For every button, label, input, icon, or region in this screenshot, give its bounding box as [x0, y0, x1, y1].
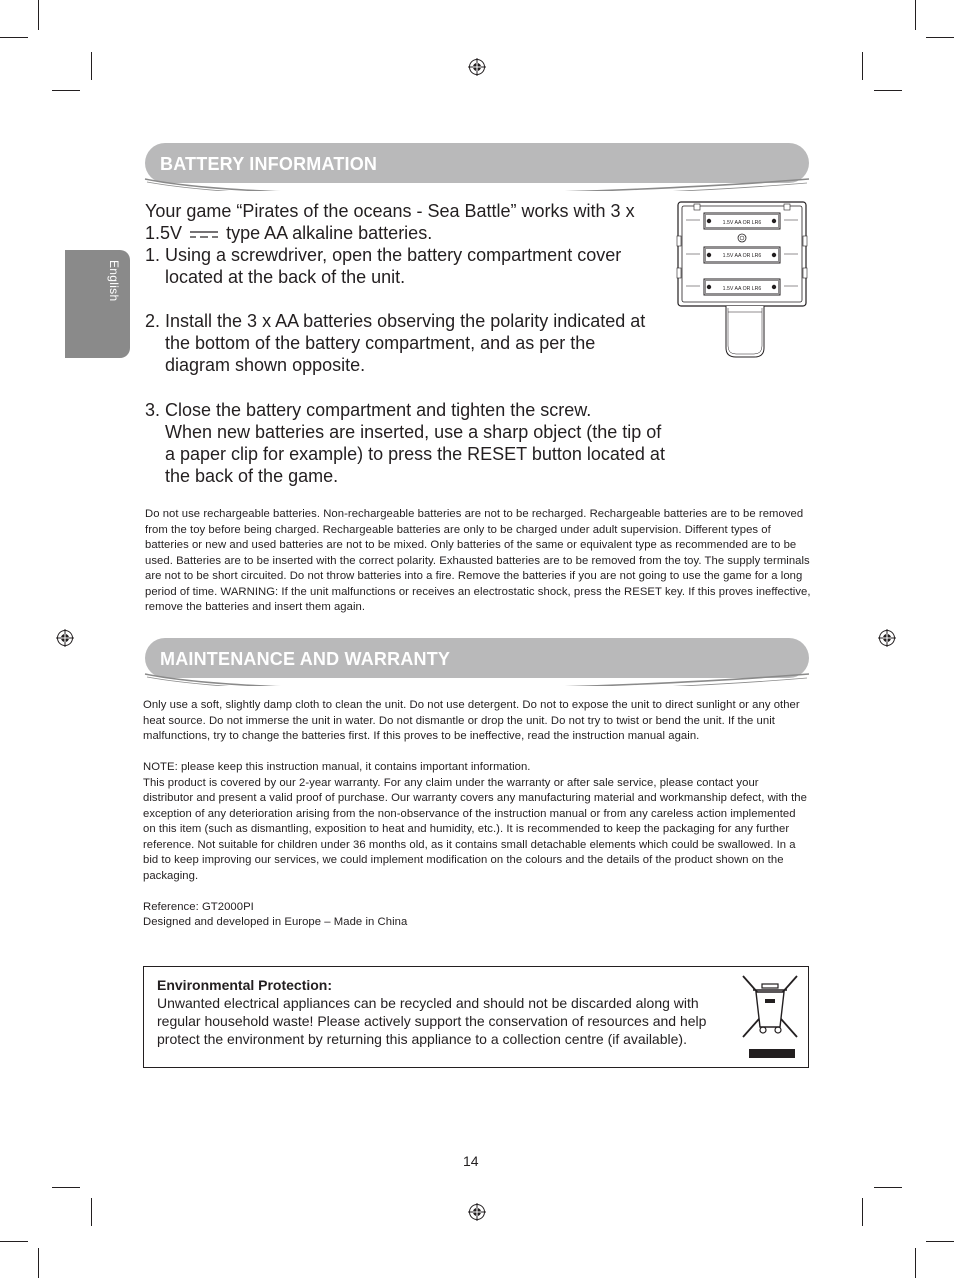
- crop-mark: [915, 0, 916, 30]
- crop-mark: [874, 1187, 902, 1188]
- crop-mark: [91, 52, 92, 80]
- crop-mark: [91, 1198, 92, 1226]
- battery-compartment-diagram: [676, 200, 808, 360]
- warranty-text: This product is covered by our 2-year warranty. For any claim under the warranty or after sale service, please contact your distributor and present a valid proof of purchase. Our warranty covers any manufacturing material and workmanship defect, with the exception of any deterioration arising from the non-observance of the instruction manual or from any careless action implemented on this item (such as dismantling, exposition to heat and humidity, etc.). It is recommended to keep the packaging for any further reference. Not suitable for children under 36 months old, as it contains small detachable elements which could be swallowed. In a bid to keep improving our services, we could implement modification on the colours and the details of the product shown on the packaging.: [143, 776, 807, 882]
- crop-mark: [862, 52, 863, 80]
- battery-label: 1.5V AA OR LR6: [722, 286, 762, 292]
- origin: Designed and developed in Europe – Made in China: [143, 916, 408, 928]
- crop-mark: [926, 37, 954, 38]
- step-3: 3. Close the battery compartment and tighten the screw.: [145, 400, 592, 420]
- language-tab-label: English: [107, 260, 121, 302]
- step-2: 2. Install the 3 x AA batteries observing the polarity indicated at the bottom of the battery compartment, and as per the diagram shown opposite.: [145, 311, 646, 375]
- crop-mark: [38, 1248, 39, 1278]
- crop-mark: [38, 0, 39, 30]
- note: NOTE: please keep this instruction manual, it contains important information.: [143, 761, 531, 773]
- crop-mark: [926, 1241, 954, 1242]
- page-number: 14: [463, 1153, 479, 1169]
- registration-mark-icon: [56, 629, 74, 647]
- battery-section-header: [143, 143, 813, 191]
- registration-mark-icon: [468, 1203, 486, 1221]
- crop-mark: [915, 1248, 916, 1278]
- registration-mark-icon: [878, 629, 896, 647]
- crop-mark: [0, 37, 28, 38]
- battery-instructions: [145, 200, 665, 487]
- step-1: 1. Using a screwdriver, open the battery compartment cover located at the back of the unit.: [145, 245, 622, 287]
- intro-line-2: 1.5V type AA alkaline batteries.: [145, 223, 433, 243]
- section-title: BATTERY INFORMATION: [160, 154, 378, 174]
- env-heading: Environmental Protection:: [157, 977, 333, 993]
- crop-mark: [0, 1241, 28, 1242]
- battery-warning: Do not use rechargeable batteries. Non-rechargeable batteries are not to be recharged. Rechargeable batteries are to be removed from the toy before being charged. Rechargeable batteries are only to be charged under adult supervision. Different types of batteries or new and used batteries are not to be mixed. Only batteries of the same or equivalent type as recommended are to be used. Batteries are to be inserted with the correct polarity. Exhausted batteries are to be removed from the toy. The supply terminals are not to be short circuited. Do not throw batteries into a fire. Remove the batteries if you are not going to use the game for a long period of time. WARNING: If the unit malfunctions or receives an electrostatic shock, press the RESET key. If this proves ineffective, remove the batteries and insert them again.: [145, 508, 811, 613]
- crop-mark: [862, 1198, 863, 1226]
- registration-mark-icon: [468, 58, 486, 76]
- dc-symbol-icon: [189, 229, 219, 239]
- battery-label: 1.5V AA OR LR6: [722, 253, 762, 259]
- maintenance-text: [143, 698, 807, 931]
- care-instructions: Only use a soft, slightly damp cloth to clean the unit. Do not use detergent. Do not to expose the unit to direct sunlight or any other heat source. Do not immerse the unit in water. Do not dismantle or drop the unit. Do not try to twist or bend the unit. If the unit malfunctions, try to change the batteries first. If this proves to be ineffective, read the instruction manual again.: [143, 699, 800, 742]
- crop-mark: [52, 1187, 80, 1188]
- weee-crossed-bin-icon: [740, 973, 800, 1061]
- intro-line-1: Your game “Pirates of the oceans - Sea Battle” works with 3 x: [145, 201, 635, 221]
- battery-label: 1.5V AA OR LR6: [722, 220, 762, 226]
- reference: Reference: GT2000PI: [143, 900, 254, 913]
- env-body: Unwanted electrical appliances can be recycled and should not be discarded along with regular household waste! Please actively support the conservation of resources and help protect the environment by returning this appliance to a collection centre (if available).: [157, 995, 707, 1047]
- crop-mark: [52, 90, 80, 91]
- crop-mark: [874, 90, 902, 91]
- environmental-protection-box: [143, 966, 809, 1068]
- step-3-detail: When new batteries are inserted, use a sharp object (the tip of a paper clip for example) to press the RESET button located at the back of the game.: [165, 422, 665, 486]
- section-title: MAINTENANCE AND WARRANTY: [160, 649, 451, 669]
- maintenance-section-header: [143, 638, 813, 686]
- language-tab: [65, 250, 130, 358]
